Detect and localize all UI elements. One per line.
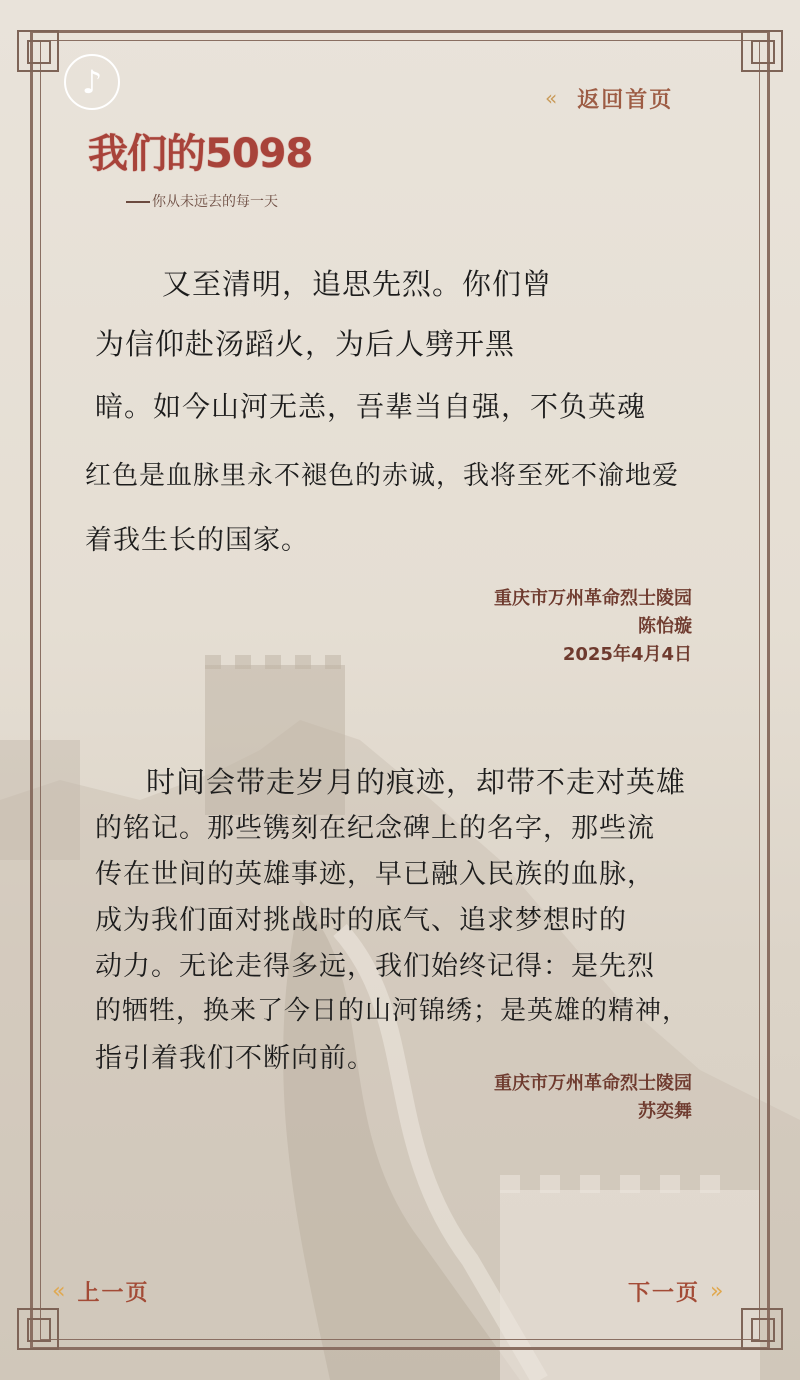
logo-subtitle [126, 191, 278, 211]
letter-line: 暗。如今山河无恙，吾辈当自强，不负英魂 [95, 390, 647, 423]
letter-line: 为信仰赴汤蹈火，为后人劈开黑 [95, 327, 516, 361]
logo-title: 我们的5098 [88, 131, 313, 177]
next-page-button[interactable] [628, 1276, 723, 1307]
signature-2 [494, 1070, 692, 1126]
double-chevron-right-icon: » [710, 1279, 724, 1304]
prev-page-button[interactable] [52, 1276, 149, 1307]
letter-line: 的牺牲，换来了今日的山河锦绣；是英雄的精神， [95, 996, 690, 1026]
letter-line: 传在世间的英雄事迹，早已融入民族的血脉， [95, 859, 655, 890]
signature-name: 陈怡璇 [638, 616, 692, 637]
letter-line: 着我生长的国家。 [85, 525, 309, 556]
logo-subtitle-text: 你从未远去的每一天 [152, 194, 278, 210]
signature-1 [494, 585, 692, 669]
prev-page-label: 上一页 [77, 1281, 150, 1306]
signature-name: 苏奕舞 [638, 1101, 692, 1122]
letter-line: 指引着我们不断向前。 [95, 1043, 375, 1074]
double-chevron-left-icon: « [545, 86, 558, 110]
inner-frame [40, 40, 760, 1340]
back-home-button[interactable] [545, 83, 673, 113]
corner-ornament-bottom-left [17, 1308, 59, 1350]
letter-line: 动力。无论走得多远，我们始终记得：是先烈 [95, 951, 655, 982]
music-note-icon: ♪ [81, 63, 103, 101]
letter-line: 红色是血脉里永不褪色的赤诚，我将至死不渝地爱 [85, 461, 680, 491]
double-chevron-left-icon: « [52, 1279, 66, 1304]
signature-place: 重庆市万州革命烈士陵园 [494, 588, 692, 609]
letter-line: 成为我们面对挑战时的底气、追求梦想时的 [95, 905, 627, 936]
music-toggle-button[interactable] [64, 54, 120, 110]
corner-ornament-bottom-right [741, 1308, 783, 1350]
letter-line: 时间会带走岁月的痕迹，却带不走对英雄 [146, 765, 687, 799]
corner-ornament-top-left [17, 30, 59, 72]
signature-place: 重庆市万州革命烈士陵园 [494, 1073, 692, 1094]
back-home-label: 返回首页 [577, 87, 674, 113]
corner-ornament-top-right [741, 30, 783, 72]
letter-line: 又至清明，追思先烈。你们曾 [162, 267, 553, 301]
letter-line: 的铭记。那些镌刻在纪念碑上的名字，那些流 [95, 813, 655, 844]
signature-date: 2025年4月4日 [562, 644, 692, 665]
next-page-label: 下一页 [628, 1281, 701, 1306]
